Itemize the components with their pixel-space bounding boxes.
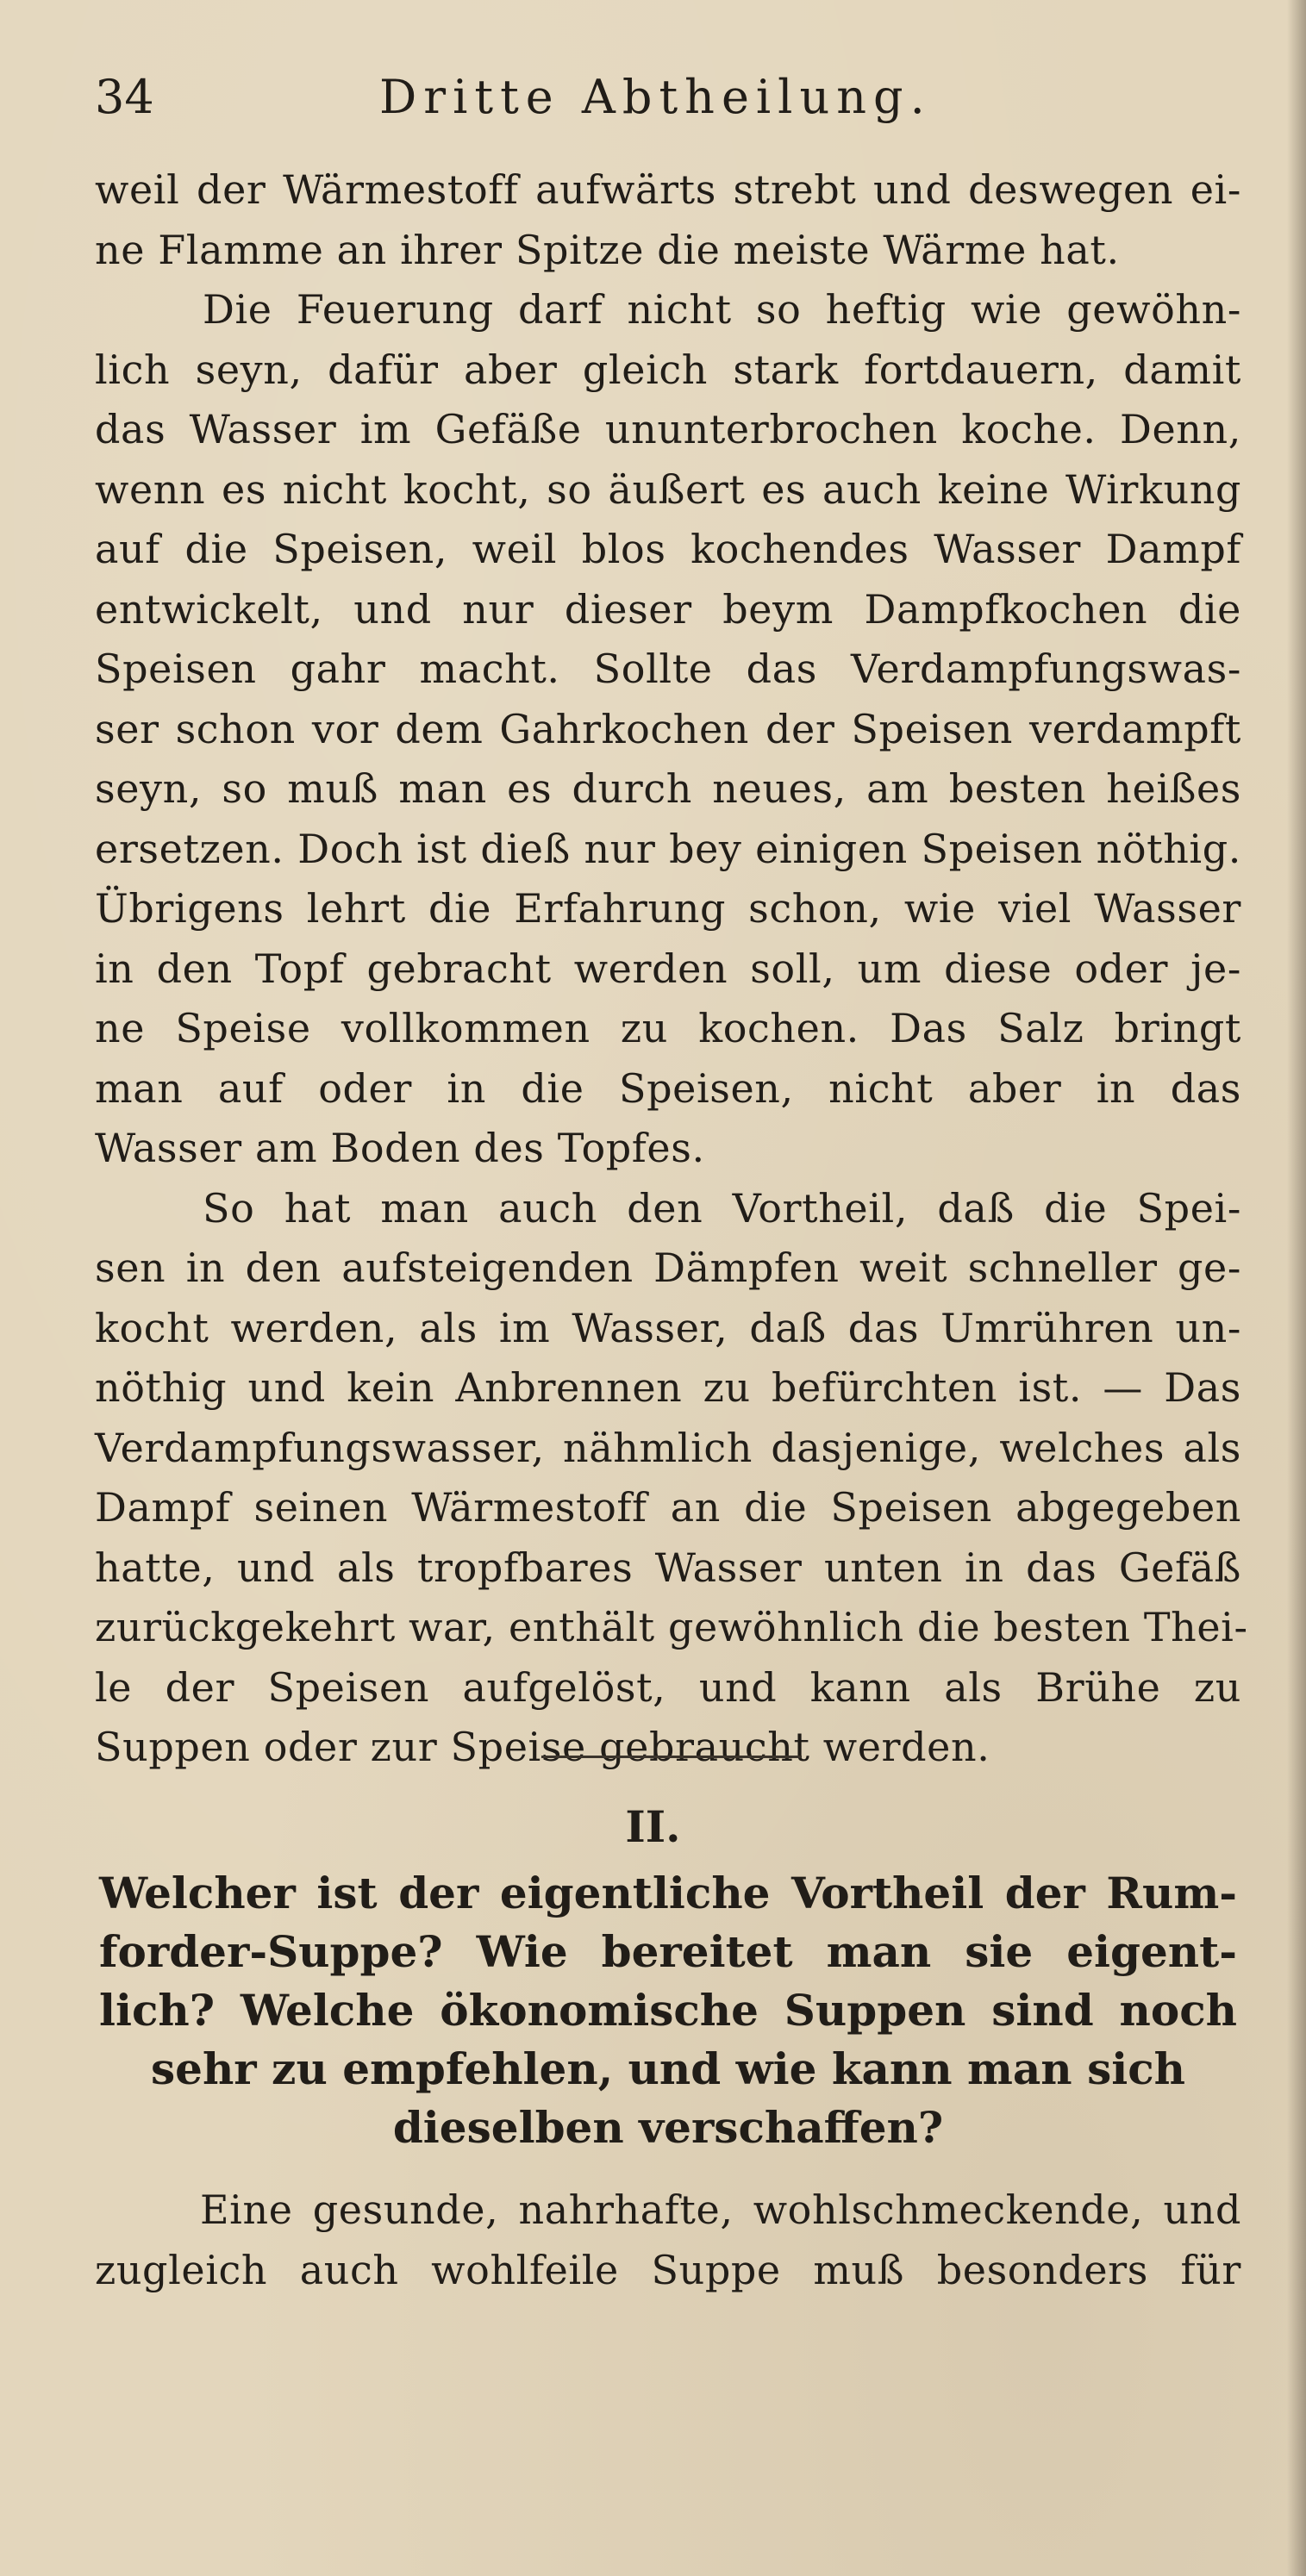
text-line: weil der Wärmestoff aufwärts strebt und deswegen ei- <box>95 166 1241 213</box>
text-line: Dampf seinen Wärmestoff an die Speisen abgegeben <box>95 1484 1241 1531</box>
text-line: Die Feuerung darf nicht so heftig wie gewöhn- <box>203 286 1241 333</box>
title-line: lich? Welche ökonomische Suppen sind noch <box>99 1985 1237 2036</box>
page-header <box>95 59 1215 136</box>
text-line: nöthig und kein Anbrennen zu befürchten ist. — Das <box>95 1364 1241 1411</box>
text-line: ersetzen. Doch ist dieß nur bey einigen Speisen nöthig. <box>95 825 1241 872</box>
text-line: entwickelt, und nur dieser beym Dampfkochen die <box>95 585 1241 633</box>
text-line: kocht werden, als im Wasser, daß das Umrühren un- <box>95 1304 1241 1351</box>
text-line: ser schon vor dem Gahrkochen der Speisen verdampft <box>95 705 1241 752</box>
text-line: in den Topf gebracht werden soll, um diese oder je- <box>95 945 1241 992</box>
running-head: Dritte Abtheilung. <box>379 70 932 124</box>
text-line: Wasser am Boden des Topfes. <box>95 1125 705 1171</box>
text-line: das Wasser im Gefäße ununterbrochen koche. Denn, <box>95 406 1241 452</box>
text-line: ne Speise vollkommen zu kochen. Das Salz bringt <box>95 1005 1241 1051</box>
section-divider <box>541 1756 802 1758</box>
text-line: zurückgekehrt war, enthält gewöhnlich die besten Thei- <box>95 1604 1248 1650</box>
text-line: zugleich auch wohlfeile Suppe muß besonders für <box>95 2246 1241 2293</box>
page-number: 34 <box>95 70 154 124</box>
text-line: seyn, so muß man es durch neues, am besten heißes <box>95 765 1241 812</box>
text-line: Übrigens lehrt die Erfahrung schon, wie viel Wasser <box>95 885 1241 932</box>
text-line: lich seyn, dafür aber gleich stark fortdauern, damit <box>95 346 1241 393</box>
text-line: sen in den aufsteigenden Dämpfen weit schneller ge- <box>95 1244 1241 1291</box>
page-edge-shadow <box>1287 0 1306 2576</box>
text-line: ne Flamme an ihrer Spitze die meiste Wärme hat. <box>95 226 1120 273</box>
text-line: wenn es nicht kocht, so äußert es auch keine Wirkung <box>95 465 1241 513</box>
text-line: man auf oder in die Speisen, nicht aber in das <box>95 1064 1241 1112</box>
text-line: auf die Speisen, weil blos kochendes Wasser Dampf <box>95 526 1241 572</box>
text-line: Eine gesunde, nahrhafte, wohlschmeckende, und <box>200 2186 1241 2233</box>
section-title <box>99 1864 1237 2157</box>
text-line: le der Speisen aufgelöst, und kann als Brühe zu <box>95 1663 1241 1711</box>
title-line: Welcher ist der eigentliche Vortheil der Rum- <box>99 1868 1237 1918</box>
section-body-text <box>95 2180 1241 2300</box>
text-line: Suppen oder zur Speise gebraucht werden. <box>95 1724 990 1770</box>
text-line: hatte, und als tropfbares Wasser unten in das Gefäß <box>95 1544 1241 1591</box>
title-line: sehr zu empfehlen, und wie kann man sich <box>150 2043 1186 2094</box>
title-line: forder-Suppe? Wie bereitet man sie eigent- <box>99 1926 1237 1977</box>
text-line: Verdampfungswasser, nähmlich dasjenige, welches als <box>95 1424 1241 1471</box>
text-line: Speisen gahr macht. Sollte das Verdampfungswas- <box>95 646 1241 692</box>
section-number: II. <box>625 1801 681 1852</box>
title-line: dieselben verschaffen? <box>392 2102 944 2153</box>
text-line: So hat man auch den Vortheil, daß die Spei- <box>203 1184 1241 1232</box>
